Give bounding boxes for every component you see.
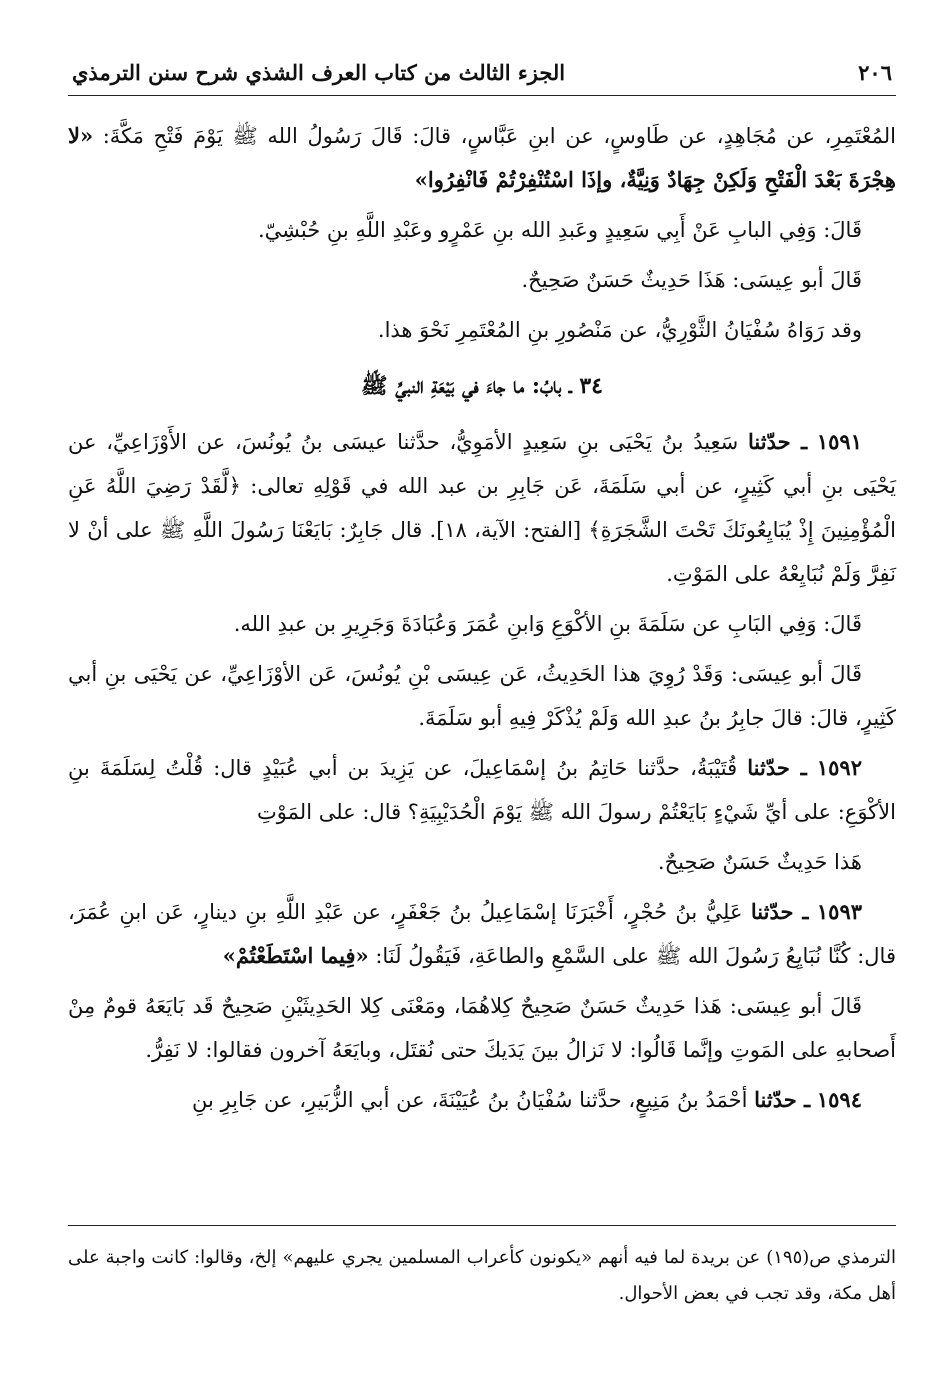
hadith-opening: ـ حدّثنا [750, 899, 809, 924]
hadith-number: ١٥٩٤ [816, 1087, 862, 1112]
hadith-number: ١٥٩٣ [816, 899, 863, 924]
hadith-1594 [68, 1078, 896, 1122]
hadith-opening: ـ حدّثنا [754, 1087, 811, 1112]
main-text [68, 96, 896, 1122]
footnote-divider [68, 1225, 896, 1226]
paragraph: قَالَ: وَفِي البابِ عَنْ أَبِي سَعِيدٍ وعَبدِ الله بنِ عَمْرٍو وعَبْدِ اللَّهِ بنِ حُبْشِيّ. [258, 218, 862, 242]
hadith-note: هَذا حَدِيثٌ حَسَنٌ صَحِيحٌ. [657, 850, 862, 874]
hadith-1593 [68, 890, 896, 978]
paragraph: وقد رَوَاهُ سُفْيَانُ الثَّوْرِيُّ، عن مَنْصُورِ بنِ المُعْتَمِرِ نَحْوَ هذا. [377, 318, 862, 342]
hadith-text: عَلِيُّ بنُ حُجْرٍ، أَخْبَرَنَا إسْمَاعِيلُ بنُ جَعْفَرٍ، عن عَبْدِ اللَّهِ بنِ دينارٍ، عَن ابنِ عُمَرَ، قال: كُنَّا نُبَايِعُ رَسُولَ الله ﷺ على السَّمْعِ والطاعَةِ، فَيَقُولُ لَنَا: [68, 900, 896, 968]
hadith-opening: ـ حدّثنا [747, 755, 807, 780]
running-title: الجزء الثالث من كتاب العرف الشذي شرح سنن الترمذي [72, 60, 566, 85]
hadith-word: حدّثنا [748, 429, 791, 454]
hadith-1592 [68, 746, 896, 834]
prophetic-quote: «لا هِجْرَةَ بَعْدَ الْفَتْحِ وَلَكِنْ جِهَادٌ وَنِيَّةٌ، وإذَا اسْتُنْفِرْتُمْ فَانْفِرُوا» [68, 123, 896, 192]
hadith-word: حدّثنا [750, 899, 794, 924]
running-head [68, 60, 896, 96]
hadith-word: حدّثنا [747, 755, 790, 780]
page [68, 60, 896, 1128]
paragraph: قَالَ أبو عِيسَى: هَذَا حَدِيثٌ حَسَنٌ صَحِيحٌ. [521, 268, 862, 292]
hadith-1591 [68, 420, 896, 596]
hadith-text: أحْمَدُ بنُ مَنِيعٍ، حدَّثنا سُفْيَانُ بنُ عُيَيْنَةَ، عن أبي الزُّبَيرِ، عن جَابِرِ بنِ [192, 1088, 748, 1112]
footnotes [68, 1240, 896, 1312]
hadith-number: ١٥٩٢ [816, 755, 862, 780]
paragraph [68, 114, 896, 202]
hadith-number: ١٥٩١ [816, 429, 862, 454]
hadith-note: قَالَ أبو عِيسَى: هَذا حَدِيثٌ حَسَنٌ صَحِيحٌ كِلاهُمَا، ومَعْنَى كِلا الحَدِيثَيْنِ صَحِيحٌ قَد بَايَعَهُ قومٌ مِنْ أَصحابهِ على المَوتِ وإنَّما قَالُوا: لا نَزالُ بينَ يَدَيكَ حتى نُقتَل، وبايَعَهُ آخرون فقالوا: لا نَفِرُّ. [68, 994, 896, 1062]
hadith-note: قَالَ: وَفِي البَابِ عن سَلَمَةَ بنِ الأكْوَعِ وَابنِ عُمَرَ وَعُبَادَةَ وَجَرِيرِ بن عبدِ الله. [233, 612, 862, 636]
chapter-heading: ٣٤ ـ بابُ: ما جاءَ في بَيْعَةِ النبيِّ ﷺ [361, 373, 603, 399]
page-number: ٢٠٦ [858, 60, 892, 85]
hadith-opening: ـ حدّثنا [748, 429, 808, 454]
hadith-word: حدّثنا [754, 1087, 797, 1112]
hadith-text: سَعِيدُ بنُ يَحْيَى بنِ سَعِيدٍ الأمَوِيُّ، حدَّثنا عيسَى بنُ يُونُسَ، عن الأَوْزَاعِيِّ، عن يَحْيَى بنِ أبي كَثِيرٍ، عن أبي سَلَمَةَ، عَن جَابِرِ بن عبد الله في قَوْلِهِ تعالى: ﴿لَّقَدْ رَضِيَ اللَّهُ عَنِ الْمُؤْمِنِينَ إِذْ يُبَايِعُونَكَ تَحْتَ الشَّجَرَةِ﴾ [الفتح: الآية، ١٨]. قال جَابِرٌ: بَايَعْنَا رَسُولَ اللَّهِ ﷺ على أنْ لا نَفِرَّ وَلَمْ نُبَايِعْهُ على المَوْتِ. [68, 430, 897, 586]
footnote-text: الترمذي ص(١٩٥) عن بريدة لما فيه أنهم «يكونون كأعراب المسلمين يجري عليهم» إلخ، وقالوا: كانت واجبة على أهل مكة، وقد تجب في بعض الأحوال. [68, 1247, 896, 1304]
paragraph-text: المُعْتَمِرِ، عن مُجَاهِدٍ، عن طَاوسٍ، عن ابنِ عَبَّاسٍ، قالَ: قَالَ رَسُولُ الله ﷺ يَوْمَ فَتْحِ مَكَّةَ: [102, 124, 896, 148]
hadith-text: قُتَيْبَةُ، حدَّثنا حَاتِمُ بنُ إسْمَاعِيلَ، عن يَزِيدَ بن أبي عُبَيْدٍ قال: قُلْتُ لِسَلَمَةَ بنِ الأكْوَعِ: على أيِّ شَيْءٍ بَايَعْتُمْ رسولَ الله ﷺ يَوْمَ الْحُدَيْبِيَةِ؟ قال: على المَوْتِ [68, 756, 896, 824]
prophetic-quote: «فِيما اسْتَطَعْتُمْ» [222, 943, 369, 968]
hadith-note: قَالَ أبو عِيسَى: وَقَدْ رُوِيَ هذا الحَدِيثُ، عَن عِيسَى بْنِ يُونُسَ، عَن الأوْزَاعِيِّ، عن يَحْيَى بنِ أبي كَثِيرٍ، قالَ: قالَ جابِرُ بنُ عبدِ الله وَلَمْ يُذْكَرْ فِيهِ أبو سَلَمَةَ. [68, 662, 896, 730]
